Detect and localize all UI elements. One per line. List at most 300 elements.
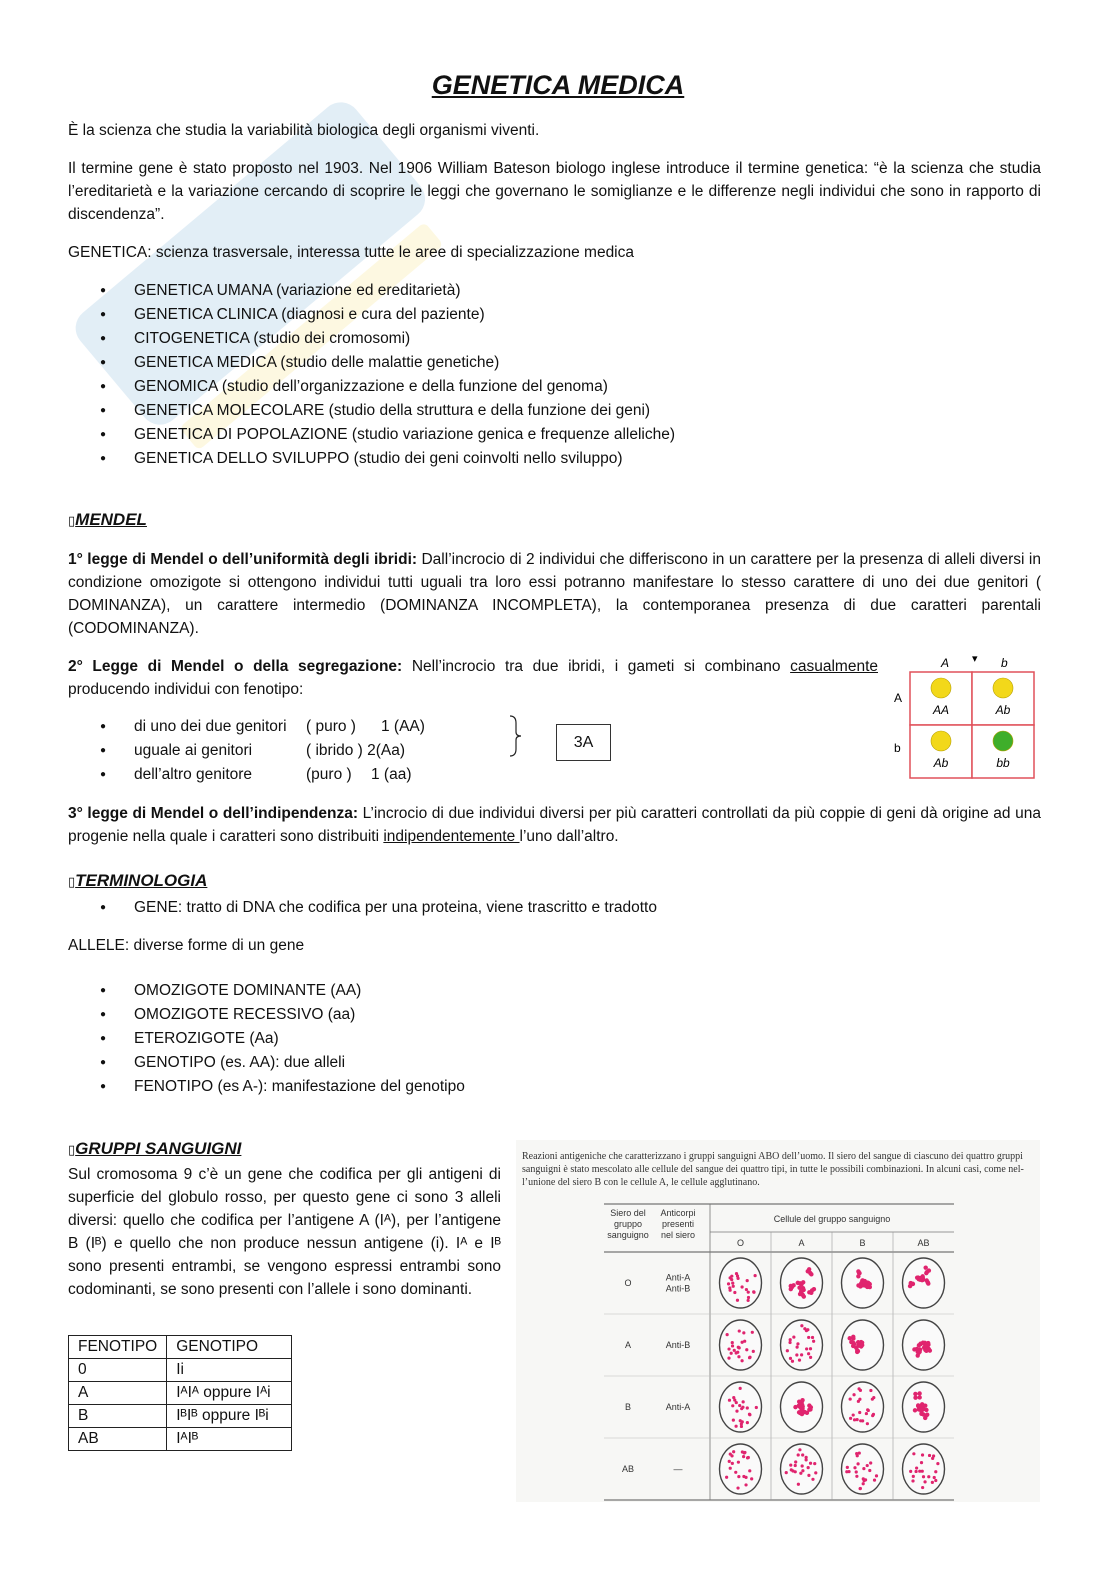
red-cell xyxy=(747,1299,750,1302)
intro-paragraph-1: È la scienza che studia la variabilità biologica degli organismi viventi. xyxy=(68,122,540,139)
red-cell xyxy=(805,1456,808,1459)
red-cell xyxy=(936,1462,939,1465)
list-item: ● CITOGENETICA (studio dei cromosomi) xyxy=(100,327,1040,351)
red-cell xyxy=(733,1349,736,1352)
red-cell xyxy=(789,1464,792,1467)
red-cell xyxy=(799,1472,802,1475)
red-cell-clump xyxy=(789,1287,793,1291)
red-cell xyxy=(809,1356,812,1359)
red-cell xyxy=(911,1479,914,1482)
law-1-text: Dall’incrocio di 2 individui che differiscono in un carattere per la presenza di alleli diversi in condizione omozigote si ottengono individui tutti uguali tra loro essi potranno manifestare lo stesso carattere di uno dei due genitori ( DOMINANZA), un carattere intermedio (DOMINANZA INCOMPLETA), la contemporanea presenza di due caratteri parentali (CODOMINANZA). xyxy=(68,551,1041,637)
dispersed-well xyxy=(720,1444,762,1494)
red-cell xyxy=(872,1396,875,1399)
pea-icon xyxy=(993,731,1013,751)
mendel-law-3 xyxy=(68,802,1041,848)
red-cell xyxy=(735,1410,738,1413)
figure-column-label: B xyxy=(859,1238,866,1248)
red-cell xyxy=(859,1389,862,1392)
punnett-col-header: b xyxy=(1001,656,1008,670)
punnett-square xyxy=(888,650,1038,780)
red-cell xyxy=(750,1477,753,1480)
red-cell xyxy=(742,1455,745,1458)
red-cell xyxy=(862,1467,865,1470)
red-cell xyxy=(745,1348,748,1351)
list-item: ● GENE: tratto di DNA che codifica per una proteina, viene trascritto e tradotto xyxy=(100,896,1040,920)
red-cell xyxy=(855,1452,858,1455)
red-cell-clump xyxy=(857,1271,861,1275)
figure-row-group: O xyxy=(624,1278,632,1288)
table-cell: B xyxy=(69,1405,167,1428)
red-cell xyxy=(805,1347,808,1350)
red-cell-clump xyxy=(808,1407,812,1411)
red-cell xyxy=(785,1471,788,1474)
list-item: ● ETEROZIGOTE (Aa) xyxy=(100,1027,1040,1051)
section-heading-terminologia: ▯TERMINOLOGIA xyxy=(68,871,208,890)
red-cell-clump xyxy=(917,1395,921,1399)
red-cell-clump xyxy=(812,1287,816,1291)
punnett-row-header: b xyxy=(894,741,901,755)
red-cell xyxy=(748,1413,751,1416)
table-cell: IᴬIᴬ oppure Iᴬi xyxy=(167,1382,292,1405)
list-item: ● di uno dei due genitori ( puro ) 1 (AA) xyxy=(100,715,520,739)
list-item: ● FENOTIPO (es A-): manifestazione del genotipo xyxy=(100,1075,1040,1099)
red-cell xyxy=(739,1419,742,1422)
red-cell-clump xyxy=(858,1284,862,1288)
red-cell xyxy=(809,1347,812,1350)
red-cell-clump xyxy=(800,1398,804,1402)
list-item: ● GENETICA UMANA (variazione ed ereditarietà) xyxy=(100,279,1040,303)
missing-glyph-icon: ▯ xyxy=(68,1142,76,1157)
red-cell xyxy=(927,1475,930,1478)
red-cell xyxy=(744,1483,747,1486)
red-cell xyxy=(807,1474,810,1477)
figure-row-group: A xyxy=(624,1340,632,1350)
red-cell xyxy=(921,1470,924,1473)
red-cell-clump xyxy=(909,1281,913,1285)
red-cell xyxy=(934,1479,937,1482)
punnett-genotype: bb xyxy=(996,756,1010,770)
punnett-row-header: A xyxy=(894,691,903,705)
red-cell xyxy=(794,1460,797,1463)
mendel-law-1 xyxy=(68,548,1041,640)
table-header-row xyxy=(69,1336,292,1359)
red-cell xyxy=(875,1474,878,1477)
figure-header: presenti xyxy=(661,1219,695,1229)
red-cell xyxy=(852,1413,855,1416)
red-cell xyxy=(733,1291,736,1294)
red-cell xyxy=(734,1425,737,1428)
red-cell xyxy=(754,1274,757,1277)
red-cell xyxy=(873,1479,876,1482)
red-cell xyxy=(732,1396,735,1399)
missing-glyph-icon: ▯ xyxy=(68,874,76,889)
table-row xyxy=(69,1405,292,1428)
red-cell xyxy=(737,1461,740,1464)
red-cell xyxy=(755,1406,758,1409)
figure-row-antibody: Anti-B xyxy=(665,1340,691,1350)
law-2-text: Nell’incrocio tra due ibridi, i gameti si combinano xyxy=(402,658,791,675)
red-cell xyxy=(855,1475,858,1478)
dispersed-well xyxy=(781,1444,823,1494)
figure-row-antibody: Anti-A xyxy=(665,1272,691,1283)
red-cell xyxy=(846,1466,849,1469)
red-cell xyxy=(726,1333,729,1336)
red-cell xyxy=(852,1393,855,1396)
red-cell-clump xyxy=(919,1412,923,1416)
red-cell xyxy=(923,1480,926,1483)
red-cell xyxy=(811,1336,814,1339)
red-cell xyxy=(912,1452,915,1455)
table-row xyxy=(69,1428,292,1451)
red-cell xyxy=(738,1329,741,1332)
figure-header: gruppo xyxy=(613,1219,643,1229)
red-cell xyxy=(746,1421,749,1424)
terminology-list xyxy=(100,979,1040,1099)
red-cell xyxy=(807,1466,810,1469)
red-cell xyxy=(813,1462,816,1465)
red-cell xyxy=(736,1486,739,1489)
law-3-text: L’incrocio di due individui diversi per più caratteri controllati da più coppie di geni dà origine ad una progenie nella quale i caratteri sono distribuiti xyxy=(68,805,1041,845)
red-cell xyxy=(912,1475,915,1478)
red-cell xyxy=(747,1291,750,1294)
mendel-law-2 xyxy=(68,655,878,701)
red-cell xyxy=(862,1482,865,1485)
red-cell xyxy=(789,1338,792,1341)
dispersed-well xyxy=(720,1258,762,1308)
red-cell-clump xyxy=(913,1396,917,1400)
red-cell xyxy=(864,1478,867,1481)
red-cell xyxy=(748,1469,751,1472)
punnett-col-header: A xyxy=(941,656,950,670)
section-heading-mendel: ▯MENDEL xyxy=(68,510,147,529)
red-cell xyxy=(797,1483,800,1486)
red-cell xyxy=(728,1399,731,1402)
list-item: ● OMOZIGOTE RECESSIVO (aa) xyxy=(100,1003,1040,1027)
branches-list xyxy=(100,279,1040,471)
red-cell xyxy=(845,1470,848,1473)
table-cell: IᴮIᴮ oppure Iᴮi xyxy=(167,1405,292,1428)
red-cell xyxy=(866,1464,869,1467)
red-cell xyxy=(849,1397,852,1400)
red-cell-clump xyxy=(926,1281,930,1285)
dispersed-well xyxy=(720,1320,762,1370)
red-cell xyxy=(869,1389,872,1392)
red-cell-clump xyxy=(791,1283,795,1287)
punnett-genotype: AA xyxy=(932,703,950,717)
red-cell xyxy=(732,1419,735,1422)
red-cell xyxy=(752,1350,755,1353)
red-cell xyxy=(747,1296,750,1299)
red-cell xyxy=(732,1285,735,1288)
red-cell xyxy=(857,1400,860,1403)
page-title: GENETICA MEDICA xyxy=(431,70,685,100)
red-cell xyxy=(809,1462,812,1465)
table-header: FENOTIPO xyxy=(69,1336,167,1359)
figure-column-label: O xyxy=(736,1238,745,1248)
red-cell xyxy=(740,1359,743,1362)
red-cell xyxy=(812,1340,815,1343)
red-cell xyxy=(739,1387,742,1390)
red-cell xyxy=(738,1404,741,1407)
list-item: ● uguale ai genitori ( ibrido ) 2(Aa) xyxy=(100,739,520,763)
red-cell xyxy=(737,1346,740,1349)
red-cell-clump xyxy=(920,1278,924,1282)
figure-header: Anticorpi xyxy=(660,1208,696,1218)
law-3-underline: indipendentemente xyxy=(383,828,520,845)
red-cell xyxy=(909,1470,912,1473)
gene-definition-list xyxy=(100,896,1040,920)
red-cell xyxy=(801,1469,804,1472)
list-item: ● OMOZIGOTE DOMINANTE (AA) xyxy=(100,979,1040,1003)
red-cell xyxy=(737,1475,740,1478)
figure-row-group: B xyxy=(624,1402,632,1412)
table-row xyxy=(69,1359,292,1382)
figure-column-label: AB xyxy=(917,1238,930,1248)
red-cell xyxy=(786,1349,789,1352)
list-item: ● GENETICA MOLECOLARE (studio della struttura e della funzione dei geni) xyxy=(100,399,1040,423)
red-cell xyxy=(731,1341,734,1344)
red-cell xyxy=(934,1470,937,1473)
red-cell-clump xyxy=(865,1285,869,1289)
red-cell-clump xyxy=(915,1275,919,1279)
dispersed-well xyxy=(842,1382,884,1432)
red-cell xyxy=(788,1341,791,1344)
red-cell xyxy=(727,1282,730,1285)
red-cell-clump xyxy=(917,1343,921,1347)
red-cell xyxy=(800,1353,803,1356)
red-cell xyxy=(792,1335,795,1338)
abo-grid xyxy=(604,1202,956,1502)
red-cell xyxy=(798,1358,801,1361)
red-cell xyxy=(868,1469,871,1472)
punnett-genotype: Ab xyxy=(995,703,1011,717)
pea-icon xyxy=(931,731,951,751)
red-cell xyxy=(920,1461,923,1464)
red-cell xyxy=(869,1461,872,1464)
red-cell-clump xyxy=(913,1408,917,1412)
red-cell xyxy=(731,1462,734,1465)
list-item: ● GENETICA CLINICA (diagnosi e cura del paziente) xyxy=(100,303,1040,327)
table-cell: AB xyxy=(69,1428,167,1451)
red-cell xyxy=(746,1279,749,1282)
red-cell xyxy=(744,1476,747,1479)
figure-header: sanguigno xyxy=(607,1230,649,1240)
red-cell xyxy=(805,1329,808,1332)
intro-paragraph-2: Il termine gene è stato proposto nel 1903. Nel 1906 William Bateson biologo inglese introduce il termine genetica: “è la scienza che studia l’ereditarietà e la variazione cercando di scoprire le leggi che governano le somiglianze e le differenze negli individui che sono in rapporto di discendenza”. xyxy=(68,160,1041,223)
list-item: ● GENOTIPO (es. AA): due alleli xyxy=(100,1051,1040,1075)
table-row xyxy=(69,1382,292,1405)
red-cell xyxy=(742,1331,745,1334)
red-cell xyxy=(741,1406,744,1409)
red-cell xyxy=(859,1487,862,1490)
red-cell xyxy=(933,1476,936,1479)
list-item: ● GENETICA MEDICA (studio delle malattie genetiche) xyxy=(100,351,1040,375)
figure-row-antibody: Anti-B xyxy=(665,1283,691,1294)
law-2-list xyxy=(100,715,520,787)
list-item: ● GENOMICA (studio dell’organizzazione e della funzione del genoma) xyxy=(100,375,1040,399)
red-cell xyxy=(735,1401,738,1404)
red-cell xyxy=(741,1285,744,1288)
red-cell xyxy=(921,1453,924,1456)
law-2-underline: casualmente xyxy=(790,658,878,675)
red-cell xyxy=(865,1412,868,1415)
red-cell xyxy=(746,1456,749,1459)
red-cell xyxy=(789,1357,792,1360)
red-cell-clump xyxy=(924,1347,928,1351)
figure-column-label: A xyxy=(798,1238,805,1248)
red-cell xyxy=(727,1357,730,1360)
red-cell xyxy=(796,1346,799,1349)
red-cell xyxy=(794,1464,797,1467)
figure-header: nel siero xyxy=(660,1230,696,1240)
red-cell xyxy=(855,1470,858,1473)
red-cell xyxy=(725,1476,728,1479)
allele-definition: ALLELE: diverse forme di un gene xyxy=(68,937,305,954)
red-cell xyxy=(731,1281,734,1284)
red-cell xyxy=(728,1460,731,1463)
red-cell xyxy=(800,1324,803,1327)
red-cell xyxy=(797,1453,800,1456)
red-cell xyxy=(731,1404,734,1407)
red-cell-clump xyxy=(806,1269,810,1273)
red-cell xyxy=(807,1352,810,1355)
red-cell-clump xyxy=(852,1342,856,1346)
red-cell xyxy=(752,1291,755,1294)
red-cell xyxy=(931,1481,934,1484)
red-cell xyxy=(866,1422,869,1425)
red-cell xyxy=(795,1353,798,1356)
law-1-title: 1° legge di Mendel o dell’uniformità degli ibridi: xyxy=(68,551,418,568)
red-cell-clump xyxy=(798,1281,802,1285)
red-cell-clump xyxy=(916,1353,920,1357)
red-cell-clump xyxy=(798,1411,802,1415)
table-header: GENOTIPO xyxy=(167,1336,292,1359)
pea-icon xyxy=(993,678,1013,698)
law-2-text-end: producendo individui con fenotipo: xyxy=(68,681,304,698)
red-cell xyxy=(730,1278,733,1281)
red-cell xyxy=(730,1454,733,1457)
table-cell: 0 xyxy=(69,1359,167,1382)
list-item: ● dell’altro genitore (puro ) 1 (aa) xyxy=(100,763,520,787)
figure-header: Siero del xyxy=(610,1208,646,1218)
pea-icon xyxy=(931,678,951,698)
red-cell xyxy=(856,1462,859,1465)
red-cell xyxy=(853,1466,856,1469)
red-cell-clump xyxy=(802,1294,806,1298)
red-cell xyxy=(931,1457,934,1460)
red-cell xyxy=(914,1470,917,1473)
red-cell-clump xyxy=(807,1403,811,1407)
law-3-text-end: l’uno dall’altro. xyxy=(519,828,619,845)
figure-caption: Reazioni antigeniche che caratterizzano i gruppi sanguigni ABO dell’uomo. Il siero del sangue di ciascuno dei quattro gruppi sanguigni è stato mescolato alle cellule del sangue dei quattro tipi, in tutte le possibili combinazioni. In alcuni casi, come nel-l’unione del siero B con le cellule A, le cellule agglutinano. xyxy=(522,1151,1024,1188)
figure-row-antibody: — xyxy=(673,1464,683,1474)
figure-row-antibody: Anti-A xyxy=(665,1402,691,1412)
red-cell-clump xyxy=(920,1407,924,1411)
blood-group-table xyxy=(68,1335,292,1451)
red-cell xyxy=(751,1331,754,1334)
figure-header: Cellule del gruppo sanguigno xyxy=(773,1214,891,1224)
red-cell xyxy=(861,1419,864,1422)
list-item: ● GENETICA DI POPOLAZIONE (studio variazione genica e frequenze alleliche) xyxy=(100,423,1040,447)
list-item: ● GENETICA DELLO SVILUPPO (studio dei geni coinvolti nello sviluppo) xyxy=(100,447,1040,471)
red-cell xyxy=(796,1342,799,1345)
red-cell xyxy=(730,1352,733,1355)
red-cell xyxy=(742,1400,745,1403)
result-box: 3A xyxy=(556,724,611,761)
red-cell xyxy=(858,1411,861,1414)
gruppi-paragraph: Sul cromosoma 9 c’è un gene che codifica per gli antigeni di superficie del globulo rosso, per questo gene ci sono 3 alleli diversi: quello che codifica per l’antigene A (Iᴬ), per l’antigene B (Iᴮ) e quello che non produce nessun antigene (i). Iᴬ e Iᴮ sono presenti entrambi, se vengono espressi entrambi sono codominanti, se sono presenti con l’allele i sono dominanti. xyxy=(68,1166,501,1298)
red-cell xyxy=(798,1448,801,1451)
red-cell xyxy=(729,1289,732,1292)
red-cell xyxy=(746,1406,749,1409)
red-cell xyxy=(729,1467,732,1470)
table-cell: A xyxy=(69,1382,167,1405)
table-cell: Ii xyxy=(167,1359,292,1382)
law-2-title: 2° Legge di Mendel o della segregazione: xyxy=(68,658,403,675)
red-cell xyxy=(737,1355,740,1358)
red-cell-clump xyxy=(805,1411,809,1415)
red-cell xyxy=(866,1408,869,1411)
red-cell xyxy=(807,1336,810,1339)
punnett-grid xyxy=(910,672,1034,778)
dispersed-well xyxy=(781,1320,823,1370)
red-cell-clump xyxy=(927,1268,931,1272)
red-cell xyxy=(849,1417,852,1420)
figure-row-group: AB xyxy=(621,1464,635,1474)
red-cell-clump xyxy=(917,1391,921,1395)
red-cell xyxy=(853,1418,856,1421)
abo-figure xyxy=(516,1140,1040,1502)
red-cell xyxy=(736,1299,739,1302)
red-cell xyxy=(928,1454,931,1457)
red-cell xyxy=(736,1351,739,1354)
red-cell xyxy=(872,1413,875,1416)
red-cell-clump xyxy=(923,1343,927,1347)
red-cell xyxy=(727,1347,730,1350)
red-cell xyxy=(915,1466,918,1469)
punnett-genotype: Ab xyxy=(933,756,949,770)
red-cell xyxy=(801,1464,804,1467)
red-cell xyxy=(811,1478,814,1481)
red-cell xyxy=(731,1344,734,1347)
missing-glyph-icon: ▯ xyxy=(68,513,76,528)
red-cell xyxy=(814,1471,817,1474)
red-cell xyxy=(748,1356,751,1359)
red-cell xyxy=(735,1272,738,1275)
svg-text:▾: ▾ xyxy=(972,653,978,665)
red-cell xyxy=(741,1341,744,1344)
red-cell-clump xyxy=(913,1392,917,1396)
law-3-title: 3° legge di Mendel o dell’indipendenza: xyxy=(68,805,359,822)
red-cell-clump xyxy=(856,1340,860,1344)
red-cell-clump xyxy=(807,1290,811,1294)
red-cell xyxy=(732,1450,735,1453)
red-cell xyxy=(741,1450,744,1453)
red-cell-clump xyxy=(799,1403,803,1407)
red-cell xyxy=(922,1475,925,1478)
red-cell xyxy=(791,1469,794,1472)
red-cell xyxy=(745,1288,748,1291)
red-cell xyxy=(801,1453,804,1456)
brace-icon xyxy=(508,715,524,757)
red-cell-clump xyxy=(793,1405,797,1409)
red-cell-clump xyxy=(918,1347,922,1351)
red-cell xyxy=(921,1486,924,1489)
red-cell-clump xyxy=(925,1412,929,1416)
red-cell xyxy=(791,1360,794,1363)
red-cell-clump xyxy=(854,1346,858,1350)
section-heading-gruppi: ▯GRUPPI SANGUIGNI xyxy=(68,1139,242,1158)
